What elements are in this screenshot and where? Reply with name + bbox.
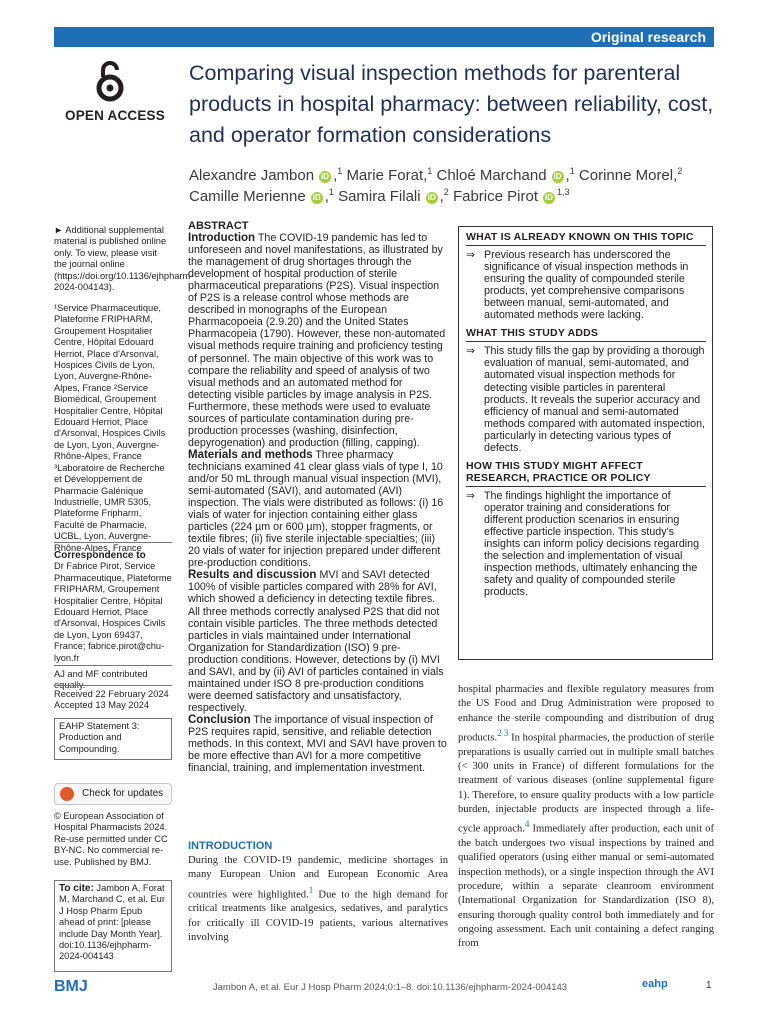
adds-heading: WHAT THIS STUDY ADDS [466, 327, 706, 342]
orcid-icon[interactable]: iD [553, 172, 562, 181]
body-text: Immediately after production, each unit of the batch undergoes two visual inspections by trained and qualified operators (using either manual or semi-automated inspection methods), or a single inspection through the AVI procedure, within a separate cleanroom environment (International Organization for Standardization (ISO 8), ensuring thorough quality control both immediately and for ongoing assessment. Each unit containing a defect ranging from [458, 823, 714, 950]
eahp-statement: EAHP Statement 3: Production and Compounding. [54, 718, 172, 760]
abstract [188, 220, 448, 774]
section-label: Materials and methods [188, 448, 313, 461]
affiliation-marker: 1,3 [556, 187, 570, 197]
supplemental-note: ► Additional supplemental material is published online only. To view, please visit the journal online (https://doi.org/10.1136/ejhpharm-2024-004143). [54, 225, 194, 293]
arrow-icon: ⇒ [466, 489, 475, 502]
known-heading: WHAT IS ALREADY KNOWN ON THIS TOPIC [466, 231, 706, 246]
affiliation-marker: 2 [677, 166, 683, 176]
section-label: Original research [590, 29, 706, 45]
adds-item [466, 345, 706, 453]
section-text: MVI and SAVI detected 100% of visible particles compared with 28% for AVI, which showed a deficiency in detecting textile fibres. All three methods correctly analysed P2S that did not contain visible particles. The three methods detected particles in vials maintained under International Organization for Standardization (ISO) 9 pre-production conditions. However, detections by (i) MVI and SAVI, and by (ii) AVI of particles contained in vials maintained under ISO 8 pre-production conditions were deemed satisfactory and unsatisfactory, respectively. [188, 569, 444, 714]
section-text: The importance of visual inspection of P2S requires rapid, sensitive, and reliable detection methods. In this context, MVI and SAVI have proven to be more effective than AVI for a more competitive financial, training, and implementation investment. [188, 713, 447, 775]
section-text: The COVID-19 pandemic has led to unforeseen and novel manifestations, as illustrated by the management of drug shortages through the development of hospital production of sterile pharmaceutical preparations (P2S). Visual inspection of P2S is a release control whose methods are described in monographs of the European Pharmacopoeia (2.9.20) and the United States Pharmacopeia (1790). However, these non-automated visual methods require training and proficiency testing of personnel. The main objective of this work was to compare the reliability and speed of analysis of two visual methods and an automated method for detecting visible particles by image analysis in P2S. Furthermore, these methods were used to evaluate sources of particulate contamination during pre-production processes (washing, disinfection, depyrogenation) and production (filling, capping). [188, 232, 446, 449]
known-text: Previous research has underscored the significance of visual inspection methods in ensuring the quality of compounded sterile products, yet comprehensive comparisons between manual, semi-automated, and automated methods were lacking. [484, 249, 689, 322]
section-label: Conclusion [188, 713, 251, 726]
affiliation-marker: 1 [337, 166, 343, 176]
affiliation-marker: 1 [427, 166, 433, 176]
accepted-date: Accepted 13 May 2024 [54, 700, 150, 711]
abstract-heading: ABSTRACT [188, 220, 249, 232]
body-text: During the COVID-19 pandemic, medicine shortages in many European Union and European Economic Area countries were highlighted. [188, 855, 448, 901]
author-name[interactable]: Corinne Morel, [578, 167, 678, 184]
body-text: In hospital pharmacies, the production of sterile preparations is usually carried out in multiple small batches (< 300 units in France) of different formulations for the treatment of various diseases (online supplemental figure 1). Therefore, to ensure quality products with a low particle burden, injectable products are inspected through a life-cycle approach. [458, 732, 715, 835]
reference-link[interactable]: 1 [308, 884, 314, 895]
page-number: 1 [706, 980, 712, 991]
author-name[interactable]: Samira Filali [338, 188, 421, 205]
check-updates-icon [60, 787, 74, 801]
correspondence-text[interactable]: Dr Fabrice Pirot, Service Pharmaceutique, Plateforme FRIPHARM, Groupement Hospitalier Centre, Hôpital Edouard Herriot, Place d'Arsonval, Hospices Civils de Lyon, Lyon 69437, France; fabrice.pirot@chu-lyon.fr [54, 561, 172, 663]
divider [54, 685, 172, 686]
check-updates-label: Check for updates [82, 788, 164, 799]
body-column-right [458, 683, 714, 951]
reference-link[interactable]: 4 [524, 819, 530, 830]
dates-block [54, 689, 172, 712]
author-name[interactable]: Chloé Marchand [436, 167, 547, 184]
open-access-lock-icon [96, 60, 124, 102]
body-text: hospital pharmacies and flexible regulatory measures from the US Food and Drug Administration were proposed to enhance the sterile compounding and distribution of drug products. [458, 684, 714, 744]
abstract-introduction [188, 232, 448, 449]
footer-citation: Jambon A, et al. Eur J Hosp Pharm 2024;0:1–8. doi:10.1136/ejhpharm-2024-004143 [212, 982, 568, 993]
divider [54, 665, 172, 666]
section-text: Three pharmacy technicians examined 41 clear glass vials of type I, 10 and/or 50 mL through manual visual inspection (MVI), semi-automated (SAVI), and automated (AVI) inspection. The vials were distributed as follows: (i) 16 vials of water for injection containing either glass particles (224 µm or 600 µm), stopper fragments, or textile fibres; (ii) five sterile injectable specialties; (iii) 20 vials of water for injection prepared under different pre-production conditions. [188, 448, 444, 570]
divider [54, 542, 172, 543]
orcid-icon[interactable]: iD [544, 193, 553, 202]
arrow-icon: ⇒ [466, 345, 475, 358]
abstract-results [188, 569, 448, 714]
orcid-icon[interactable]: iD [312, 193, 321, 202]
correspondence-block [54, 550, 172, 664]
author-line-2: Camille Merienne iD ,$^1$ Samira Filali iD ,$^2$ Fabrice Pirot iD$^{1,3}$ [189, 187, 570, 205]
section-label: Results and discussion [188, 569, 317, 582]
cite-heading: To cite: [59, 883, 94, 894]
open-access-label: OPEN ACCESS [65, 108, 165, 123]
adds-text: This study fills the gap by providing a thorough evaluation of manual, semi-automated, and automated visual inspection methods for detecting visible particles in parenteral products. It reveals the superior accuracy and efficiency of manual and semi-automated methods compared with automated inspection, particularly in detecting various types of defects. [484, 345, 705, 454]
correspondence-heading: Correspondence to [54, 550, 146, 561]
affiliations: ¹Service Pharmaceutique, Plateforme FRIPHARM, Groupement Hospitalier Centre, Hôpital Edouard Herriot, Place d'Arsonval, Hospices Civils de Lyon, Lyon, Auvergne-Rhône-Alpes, France ²Service Biomédical, Groupement Hospitalier Centre, Hôpital Edouard Herriot, Place d'Arsonval, Hospices Civils de Lyon, Lyon, Auvergne-Rhône-Alpes, France ³Laboratoire de Recherche et Développement de Pharmacie Galénique Industrielle, UMR 5305, Plateforme Fripharm, Faculté de Pharmacie, UCBL, Lyon, Auvergne-Rhône-Alpes, France [54, 303, 166, 553]
bmj-logo: BMJ [54, 978, 88, 995]
author-name[interactable]: Fabrice Pirot [452, 188, 538, 205]
introduction-heading: INTRODUCTION [188, 840, 273, 852]
affiliation-marker: 2 [443, 187, 449, 197]
author-name[interactable]: Marie Forat, [346, 167, 428, 184]
received-date: Received 22 February 2024 [54, 689, 169, 699]
introduction-text [188, 854, 448, 945]
article-title: Comparing visual inspection methods for parenteral products in hospital pharmacy: between reliability, cost, and operator formation considerations [189, 61, 714, 147]
affect-item [466, 490, 706, 598]
author-line-1: Alexandre Jambon iD ,$^1$ Marie Forat,$^1$ Chloé Marchand iD ,$^1$ Corinne Morel,$^2$ [189, 166, 683, 184]
affect-text: The findings highlight the importance of operator training and considerations for different production scenarios in ensuring effective particle inspection. This study's insights can inform policy decisions regarding the selection and implementation of visual inspection methods, ultimately enhancing the safety and quality of compounded sterile products. [484, 489, 700, 599]
eahp-logo: eahp [642, 978, 668, 990]
known-item [466, 249, 706, 321]
orcid-icon[interactable]: iD [321, 172, 330, 181]
affiliation-marker: 1 [569, 166, 575, 176]
arrow-icon: ⇒ [466, 249, 475, 262]
key-messages-box [458, 226, 713, 660]
cite-text: Jambon A, Forat M, Marchand C, et al. Eur J Hosp Pharm Epub ahead of print: [please include Day Month Year]. doi:10.1136/ejhpharm-2024-004143 [59, 883, 165, 962]
abstract-conclusion [188, 714, 448, 774]
orcid-icon[interactable]: iD [427, 193, 436, 202]
affiliation-marker: 1 [328, 187, 334, 197]
author-name[interactable]: Alexandre Jambon [189, 167, 315, 184]
reference-link[interactable]: 2 3 [497, 727, 509, 738]
citation-box [54, 880, 172, 972]
section-banner [54, 27, 714, 47]
body-text: Due to the high demand for critical treatments like analgesics, sedatives, and paralytics for critically ill COVID-19 patients, various alternatives involving [188, 889, 448, 944]
affect-heading: HOW THIS STUDY MIGHT AFFECT RESEARCH, PRACTICE OR POLICY [466, 460, 706, 487]
contribution-note: AJ and MF contributed equally. [54, 669, 148, 691]
copyright-note: © European Association of Hospital Pharmacists 2024. Re-use permitted under CC BY-NC. No commercial re-use. Published by BMJ. [54, 811, 168, 867]
author-name[interactable]: Camille Merienne [189, 188, 306, 205]
check-for-updates-button[interactable] [54, 783, 172, 805]
abstract-methods [188, 449, 448, 569]
section-label: Introduction [188, 232, 256, 245]
